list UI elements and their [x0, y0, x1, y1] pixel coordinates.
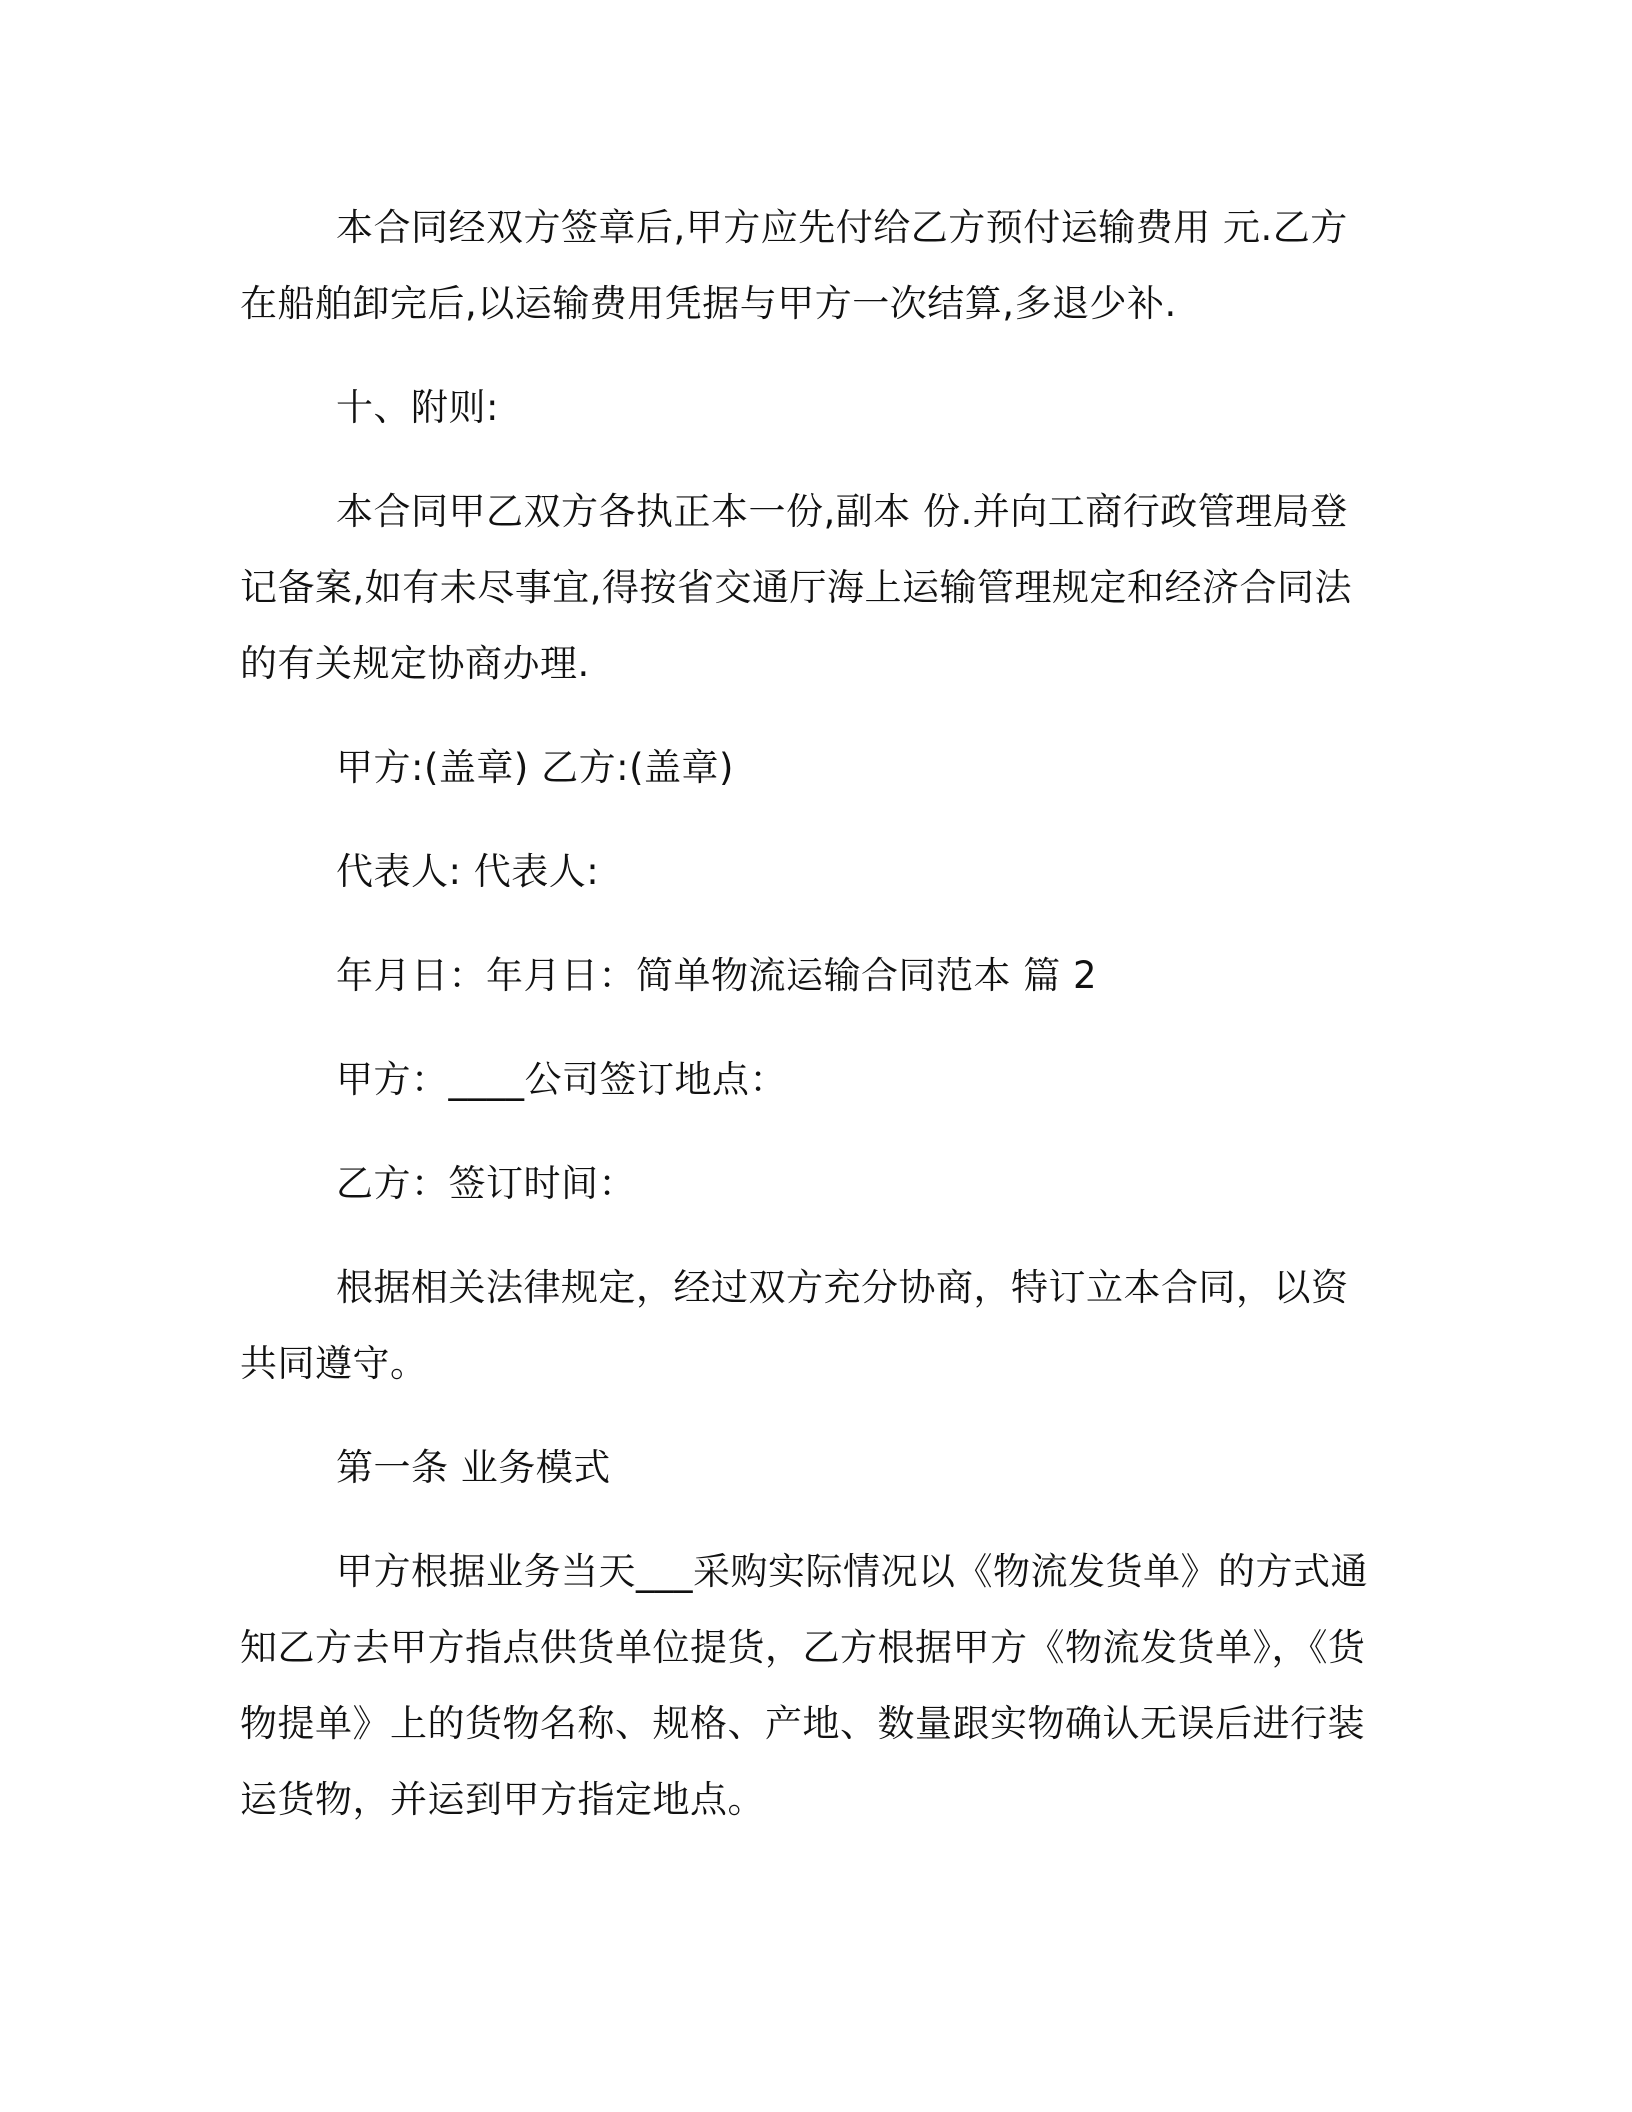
heading-supplementary-provisions: 十、附则: — [336, 386, 499, 429]
party-a-line: 甲方：____公司签订地点： — [336, 1058, 787, 1101]
paragraph-business-mode: 甲方根据业务当天___采购实际情况以《物流发货单》的方式通知乙方去甲方指点供货单位提货，乙方根据甲方《物流发货单》，《货物提单》上的货物名称、规格、产地、数量跟实物确认无误后进行装运货物，并运到甲方指定地点。 — [240, 1550, 1368, 1821]
signature-representative-line: 代表人: 代表人: — [336, 850, 600, 893]
paragraph-preamble: 根据相关法律规定，经过双方充分协商，特订立本合同，以资共同遵守。 — [240, 1266, 1349, 1385]
signature-date-line: 年月日：年月日：简单物流运输合同范本 篇 2 — [336, 954, 1098, 997]
paragraph-prepayment: 本合同经双方签章后,甲方应先付给乙方预付运输费用 元.乙方在船舶卸完后,以运输费用凭据与甲方一次结算,多退少补. — [240, 206, 1348, 325]
paragraph-copies-and-filing: 本合同甲乙双方各执正本一份,副本 份.并向工商行政管理局登记备案,如有未尽事宜,得按省交通厅海上运输管理规定和经济合同法的有关规定协商办理. — [240, 490, 1353, 685]
document-body — [240, 190, 1380, 1838]
party-b-line: 乙方：签订时间： — [336, 1162, 636, 1205]
signature-seal-line: 甲方:(盖章) 乙方:(盖章) — [336, 746, 734, 789]
heading-article-one: 第一条 业务模式 — [336, 1446, 611, 1489]
